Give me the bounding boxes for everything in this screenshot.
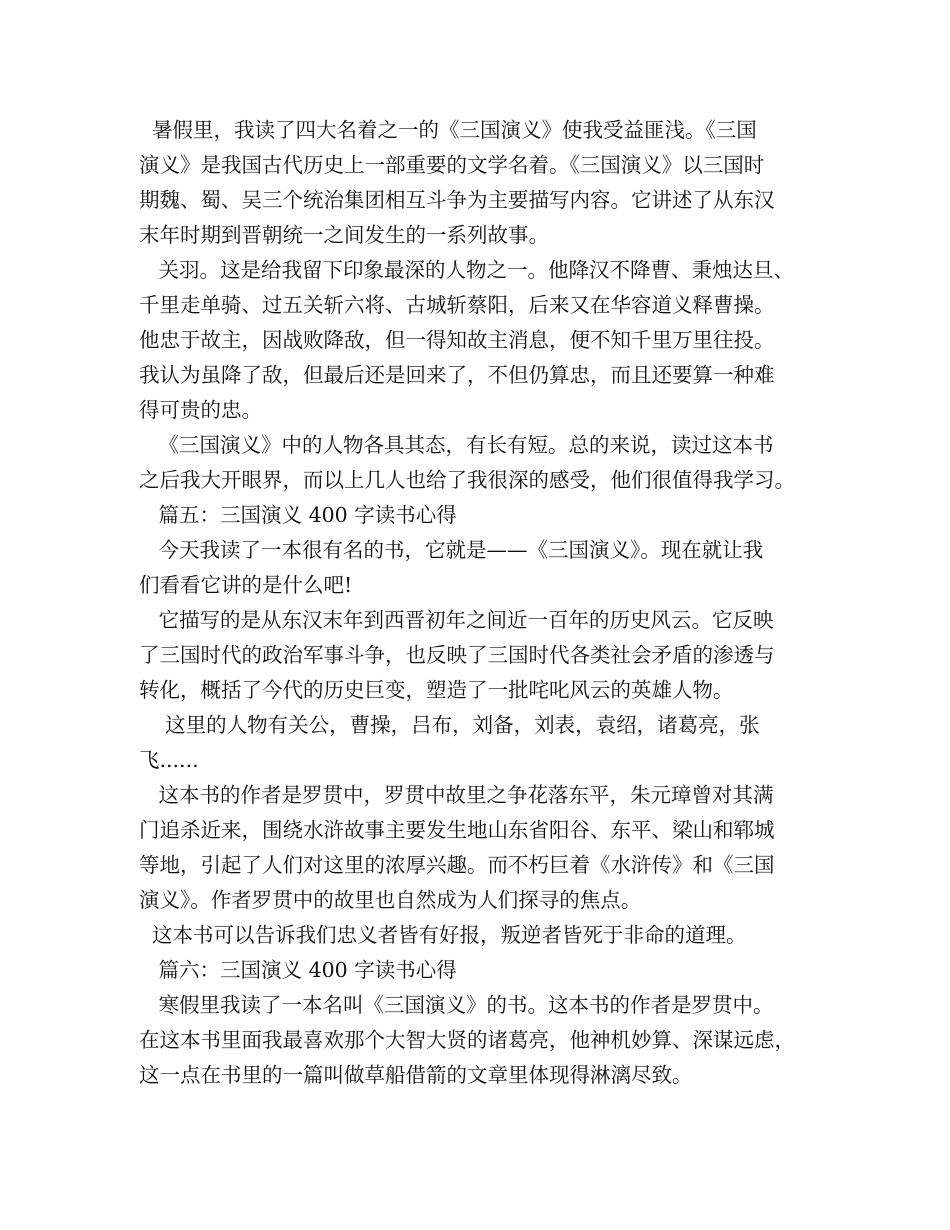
- text-line: 演义》是我国古代历史上一部重要的文学名着。《三国演义》以三国时: [139, 153, 765, 177]
- text-line: 这本书可以告诉我们忠义者皆有好报，叛逆者皆死于非命的道理。: [139, 923, 747, 947]
- text-line: 得可贵的忠。: [139, 398, 262, 422]
- text-line: 在这本书里面我最喜欢那个大智大贤的诸葛亮，他神机妙算、深谋远虑，: [139, 1028, 795, 1052]
- text-line: 他忠于故主，因战败降敌，但一得知故主消息，便不知千里万里往投。: [139, 328, 775, 352]
- section-heading: 篇六：三国演义 400 字读书心得: [139, 958, 457, 982]
- text-line: 转化，概括了今代的历史巨变，塑造了一批咤叱风云的英雄人物。: [139, 678, 734, 702]
- text-line: 演义》。作者罗贯中的故里也自然成为人们探寻的焦点。: [139, 888, 642, 912]
- text-line: 关羽。这是给我留下印象最深的人物之一。他降汉不降曹、秉烛达旦、: [139, 258, 795, 282]
- text-line: 《三国演义》中的人物各具其态，有长有短。总的来说，读过这本书: [139, 433, 774, 457]
- text-line: 末年时期到晋朝统一之间发生的一系列故事。: [139, 223, 549, 247]
- text-line: 千里走单骑、过五关斩六将、古城斩蔡阳，后来又在华容道义释曹操。: [139, 293, 775, 317]
- text-line: 寒假里我读了一本名叫《三国演义》的书。这本书的作者是罗贯中。: [139, 993, 774, 1017]
- text-line: 飞......: [139, 748, 199, 772]
- text-line: 期魏、蜀、吴三个统治集团相互斗争为主要描写内容。它讲述了从东汉: [139, 188, 775, 212]
- document-body: [139, 113, 829, 1093]
- text-line: 它描写的是从东汉末年到西晋初年之间近一百年的历史风云。它反映: [139, 608, 774, 632]
- text-line: 了三国时代的政治军事斗争，也反映了三国时代各类社会矛盾的渗透与: [139, 643, 775, 667]
- text-line: 我认为虽降了敌，但最后还是回来了，不但仍算忠，而且还要算一种难: [139, 363, 775, 387]
- section-heading: 篇五：三国演义 400 字读书心得: [139, 503, 457, 527]
- text-line: 这一点在书里的一篇叫做草船借箭的文章里体现得淋漓尽致。: [139, 1063, 693, 1087]
- text-line: 门追杀近来，围绕水浒故事主要发生地山东省阳谷、东平、梁山和郓城: [139, 818, 775, 842]
- text-line: 这本书的作者是罗贯中，罗贯中故里之争花落东平，朱元璋曾对其满: [139, 783, 774, 807]
- text-line: 今天我读了一本很有名的书，它就是——《三国演义》。现在就让我: [139, 538, 764, 562]
- text-line: 暑假里，我读了四大名着之一的《三国演义》使我受益匪浅。《三国: [139, 118, 757, 142]
- text-line: 这里的人物有关公，曹操，吕布，刘备，刘表，袁绍，诸葛亮，张: [139, 713, 760, 737]
- text-line: 们看看它讲的是什么吧!: [139, 573, 353, 597]
- text-line: 之后我大开眼界，而以上几人也给了我很深的感受，他们很值得我学习。: [139, 468, 795, 492]
- text-line: 等地，引起了人们对这里的浓厚兴趣。而不朽巨着《水浒传》和《三国: [139, 853, 775, 877]
